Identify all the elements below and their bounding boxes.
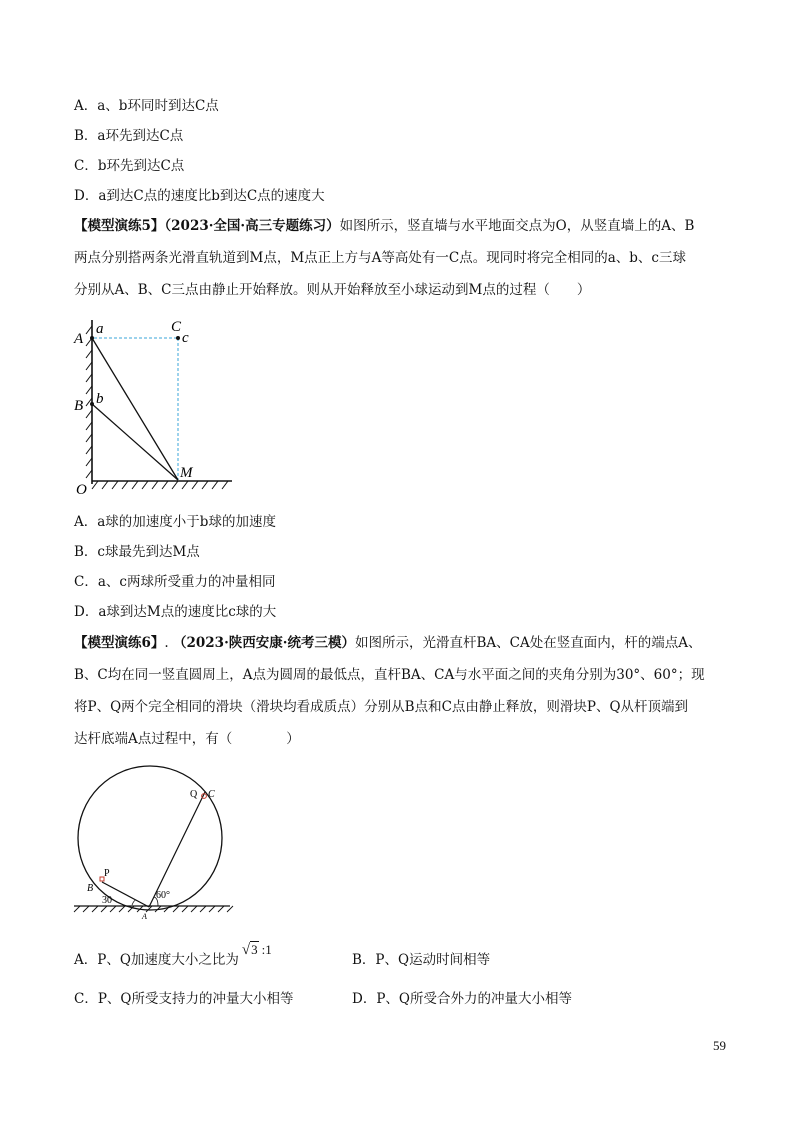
q5-label-c: c bbox=[182, 330, 189, 346]
q4-option-d: D．a到达C点的速度比b到达C点的速度大 bbox=[74, 188, 325, 204]
q5-stem-line2: 两点分别搭两条光滑直轨道到M点，M点正上方与A等高处有一C点。现同时将完全相同的a、b、c三球 bbox=[74, 250, 686, 266]
q5-label-b: b bbox=[96, 391, 104, 407]
q5-point-a bbox=[90, 336, 94, 340]
q6-option-a-ratio-suffix: :1 bbox=[261, 942, 272, 957]
sqrt-icon: √ bbox=[241, 942, 251, 958]
q6-option-a bbox=[74, 942, 272, 970]
q6-dot: . bbox=[164, 635, 169, 651]
q5-label-B: B bbox=[74, 398, 84, 414]
q5-option-d: D．a球到达M点的速度比c球的大 bbox=[74, 604, 277, 620]
q6-tag: 【模型演练6】 bbox=[74, 635, 165, 651]
q5-stem-line3: 分别从A、B、C三点由静止开始释放。则从开始释放至小球运动到M点的过程（ ） bbox=[74, 282, 591, 298]
q6-option-d: D．P、Q所受合外力的冲量大小相等 bbox=[352, 991, 572, 1007]
q6-stem-line2: B、C均在同一竖直圆周上，A点为圆周的最低点，直杆BA、CA与水平面之间的夹角分别为30°、60°；现 bbox=[74, 667, 705, 683]
q5-ground-hatch bbox=[92, 481, 228, 489]
q6-option-a-radicand: 3 bbox=[251, 942, 258, 957]
q6-source: （2023·陕西安康·统考三模） bbox=[173, 635, 355, 651]
q5-label-M: M bbox=[180, 465, 193, 481]
q4-option-c: C．b环先到达C点 bbox=[74, 158, 185, 174]
q5-point-c bbox=[176, 336, 180, 340]
q6-option-b: B．P、Q运动时间相等 bbox=[352, 952, 491, 968]
q5-option-a: A．a球的加速度小于b球的加速度 bbox=[74, 514, 276, 530]
q6-stem-text1: 如图所示，光滑直杆BA、CA处在竖直面内，杆的端点A、 bbox=[354, 635, 702, 651]
q6-option-a-text: A．P、Q加速度大小之比为 bbox=[74, 952, 239, 968]
q5-figure bbox=[70, 312, 250, 502]
q6-ground-hatch bbox=[74, 906, 233, 912]
q6-label-P: P bbox=[104, 868, 110, 879]
q5-stem-line1 bbox=[74, 216, 694, 236]
q5-stem-text1: 如图所示，竖直墙与水平地面交点为O，从竖直墙上的A、B bbox=[339, 218, 695, 234]
q6-label-B: B bbox=[87, 883, 94, 894]
q5-label-A: A bbox=[74, 331, 84, 347]
q5-point-b bbox=[90, 402, 94, 406]
q5-source: （2023·全国·高三专题练习） bbox=[164, 218, 340, 234]
q6-label-60: 60° bbox=[156, 890, 170, 901]
q6-label-C: C bbox=[208, 789, 215, 800]
q6-label-A: A bbox=[142, 912, 147, 921]
q5-label-O: O bbox=[76, 482, 87, 498]
q6-option-a-ratio bbox=[242, 940, 272, 960]
q5-wall-hatch bbox=[86, 326, 92, 478]
q5-option-b: B．c球最先到达M点 bbox=[74, 544, 200, 560]
q5-label-C: C bbox=[171, 319, 182, 335]
q5-tag: 【模型演练5】 bbox=[74, 218, 165, 234]
q4-option-a: A．a、b环同时到达C点 bbox=[74, 98, 219, 114]
q6-stem-line1 bbox=[74, 633, 701, 653]
q6-stem-line3: 将P、Q两个完全相同的滑块（滑块均看成质点）分别从B点和C点由静止释放，则滑块P、Q从杆顶端到 bbox=[74, 699, 689, 715]
q5-label-a: a bbox=[96, 321, 104, 337]
q5-track-am bbox=[92, 338, 178, 480]
q5-track-bm bbox=[92, 404, 178, 480]
q6-label-Q: Q bbox=[190, 789, 198, 800]
q5-option-c: C．a、c两球所受重力的冲量相同 bbox=[74, 574, 276, 590]
q6-angle-arc-30 bbox=[132, 900, 136, 905]
page-number: 59 bbox=[713, 1038, 726, 1053]
q6-label-30: 30 bbox=[102, 895, 112, 906]
q6-stem-line4: 达杆底端A点过程中，有（ ） bbox=[74, 731, 300, 747]
q4-option-b: B．a环先到达C点 bbox=[74, 128, 184, 144]
q6-option-c: C．P、Q所受支持力的冲量大小相等 bbox=[74, 991, 294, 1007]
q6-circle bbox=[78, 766, 222, 910]
q6-figure bbox=[70, 762, 240, 922]
